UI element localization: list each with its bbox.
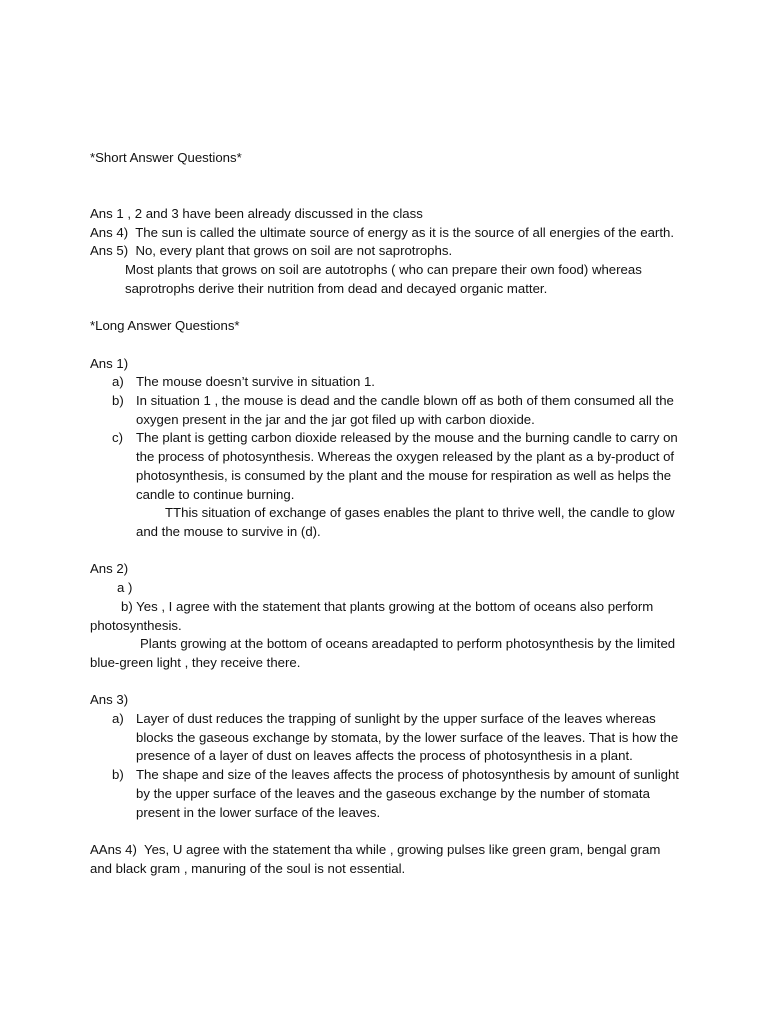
- long-answer-2-item-b: b) Yes , I agree with the statement that plants growing at the bottom of oceans also perform photosynthesis.: [90, 598, 654, 633]
- short-answer-5: Ans 5) No, every plant that grows on soil are not saprotrophs.: [90, 243, 453, 259]
- long-answer-3-item-a: [90, 710, 680, 766]
- list-item-text: The mouse doesn’t survive in situation 1.: [136, 374, 375, 390]
- short-answer-4: Ans 4) The sun is called the ultimate source of energy as it is the source of all energies of the earth.: [90, 224, 674, 240]
- list-item-text: The shape and size of the leaves affects the process of photosynthesis by amount of sunlight by the upper surface of the leaves and the gaseous exchange by the number of stomata present in the lower surface of the leaves.: [136, 767, 679, 820]
- list-item-text: In situation 1 , the mouse is dead and the candle blown off as both of them consumed all the oxygen present in the jar and the jar got filed up with carbon dioxide.: [136, 393, 674, 427]
- long-answer-3-label: Ans 3): [90, 692, 129, 708]
- long-answer-1-label: Ans 1): [90, 355, 129, 371]
- list-marker: b): [112, 393, 124, 409]
- list-marker: b): [112, 767, 124, 783]
- long-answer-2-item-a: a ): [117, 580, 133, 596]
- list-marker: a): [112, 711, 124, 726]
- spacer: [90, 168, 680, 187]
- list-marker: c): [112, 430, 123, 446]
- spacer: [90, 822, 680, 841]
- document-body: [90, 149, 680, 878]
- short-answer-heading: *Short Answer Questions*: [90, 150, 242, 165]
- long-answer-4: AAns 4) Yes, U agree with the statement tha while , growing pulses like green gram, bengal gram and black gram , manuring of the soul is not essential.: [90, 841, 664, 876]
- list-item-text: Layer of dust reduces the trapping of sunlight by the upper surface of the leaves whereas blocks the gaseous exchange by stomata, by the lower surface of the leaves. That is how the presence of a layer of dust on leaves affects the process of photosynthesis in a plant.: [136, 711, 679, 764]
- long-answer-1-item-c: [90, 429, 680, 504]
- long-answer-1-item-a: [90, 373, 680, 392]
- spacer: [90, 186, 680, 205]
- spacer: [90, 299, 680, 318]
- list-marker: a): [112, 374, 124, 390]
- long-answer-2-label: Ans 2): [90, 561, 129, 577]
- short-answer-5-paragraph: Most plants that grows on soil are autotrophs ( who can prepare their own food) whereas saprotrophs derive their nutrition from dead and decayed organic matter.: [125, 262, 642, 296]
- list-item-text: The plant is getting carbon dioxide released by the mouse and the burning candle to carry on the process of photosynthesis. Whereas the oxygen released by the plant as a by-product of photosynthesis, is consumed by the plant and the mouse for respiration as well as helps the candle to continue burning.: [136, 430, 678, 502]
- long-answer-1-item-b: [90, 392, 680, 429]
- spacer: [90, 336, 680, 355]
- long-answer-1-paragraph: TThis situation of exchange of gases enables the plant to thrive well, the candle to glow and the mouse to survive in (d).: [136, 505, 675, 539]
- spacer: [90, 542, 680, 561]
- long-answer-heading: *Long Answer Questions*: [90, 318, 240, 334]
- long-answer-3-item-b: [90, 766, 680, 822]
- spacer: [90, 673, 680, 692]
- short-answer-1: Ans 1 , 2 and 3 have been already discussed in the class: [90, 206, 423, 222]
- long-answer-2-paragraph: Plants growing at the bottom of oceans areadapted to perform photosynthesis by the limited blue-green light , they receive there.: [90, 636, 676, 670]
